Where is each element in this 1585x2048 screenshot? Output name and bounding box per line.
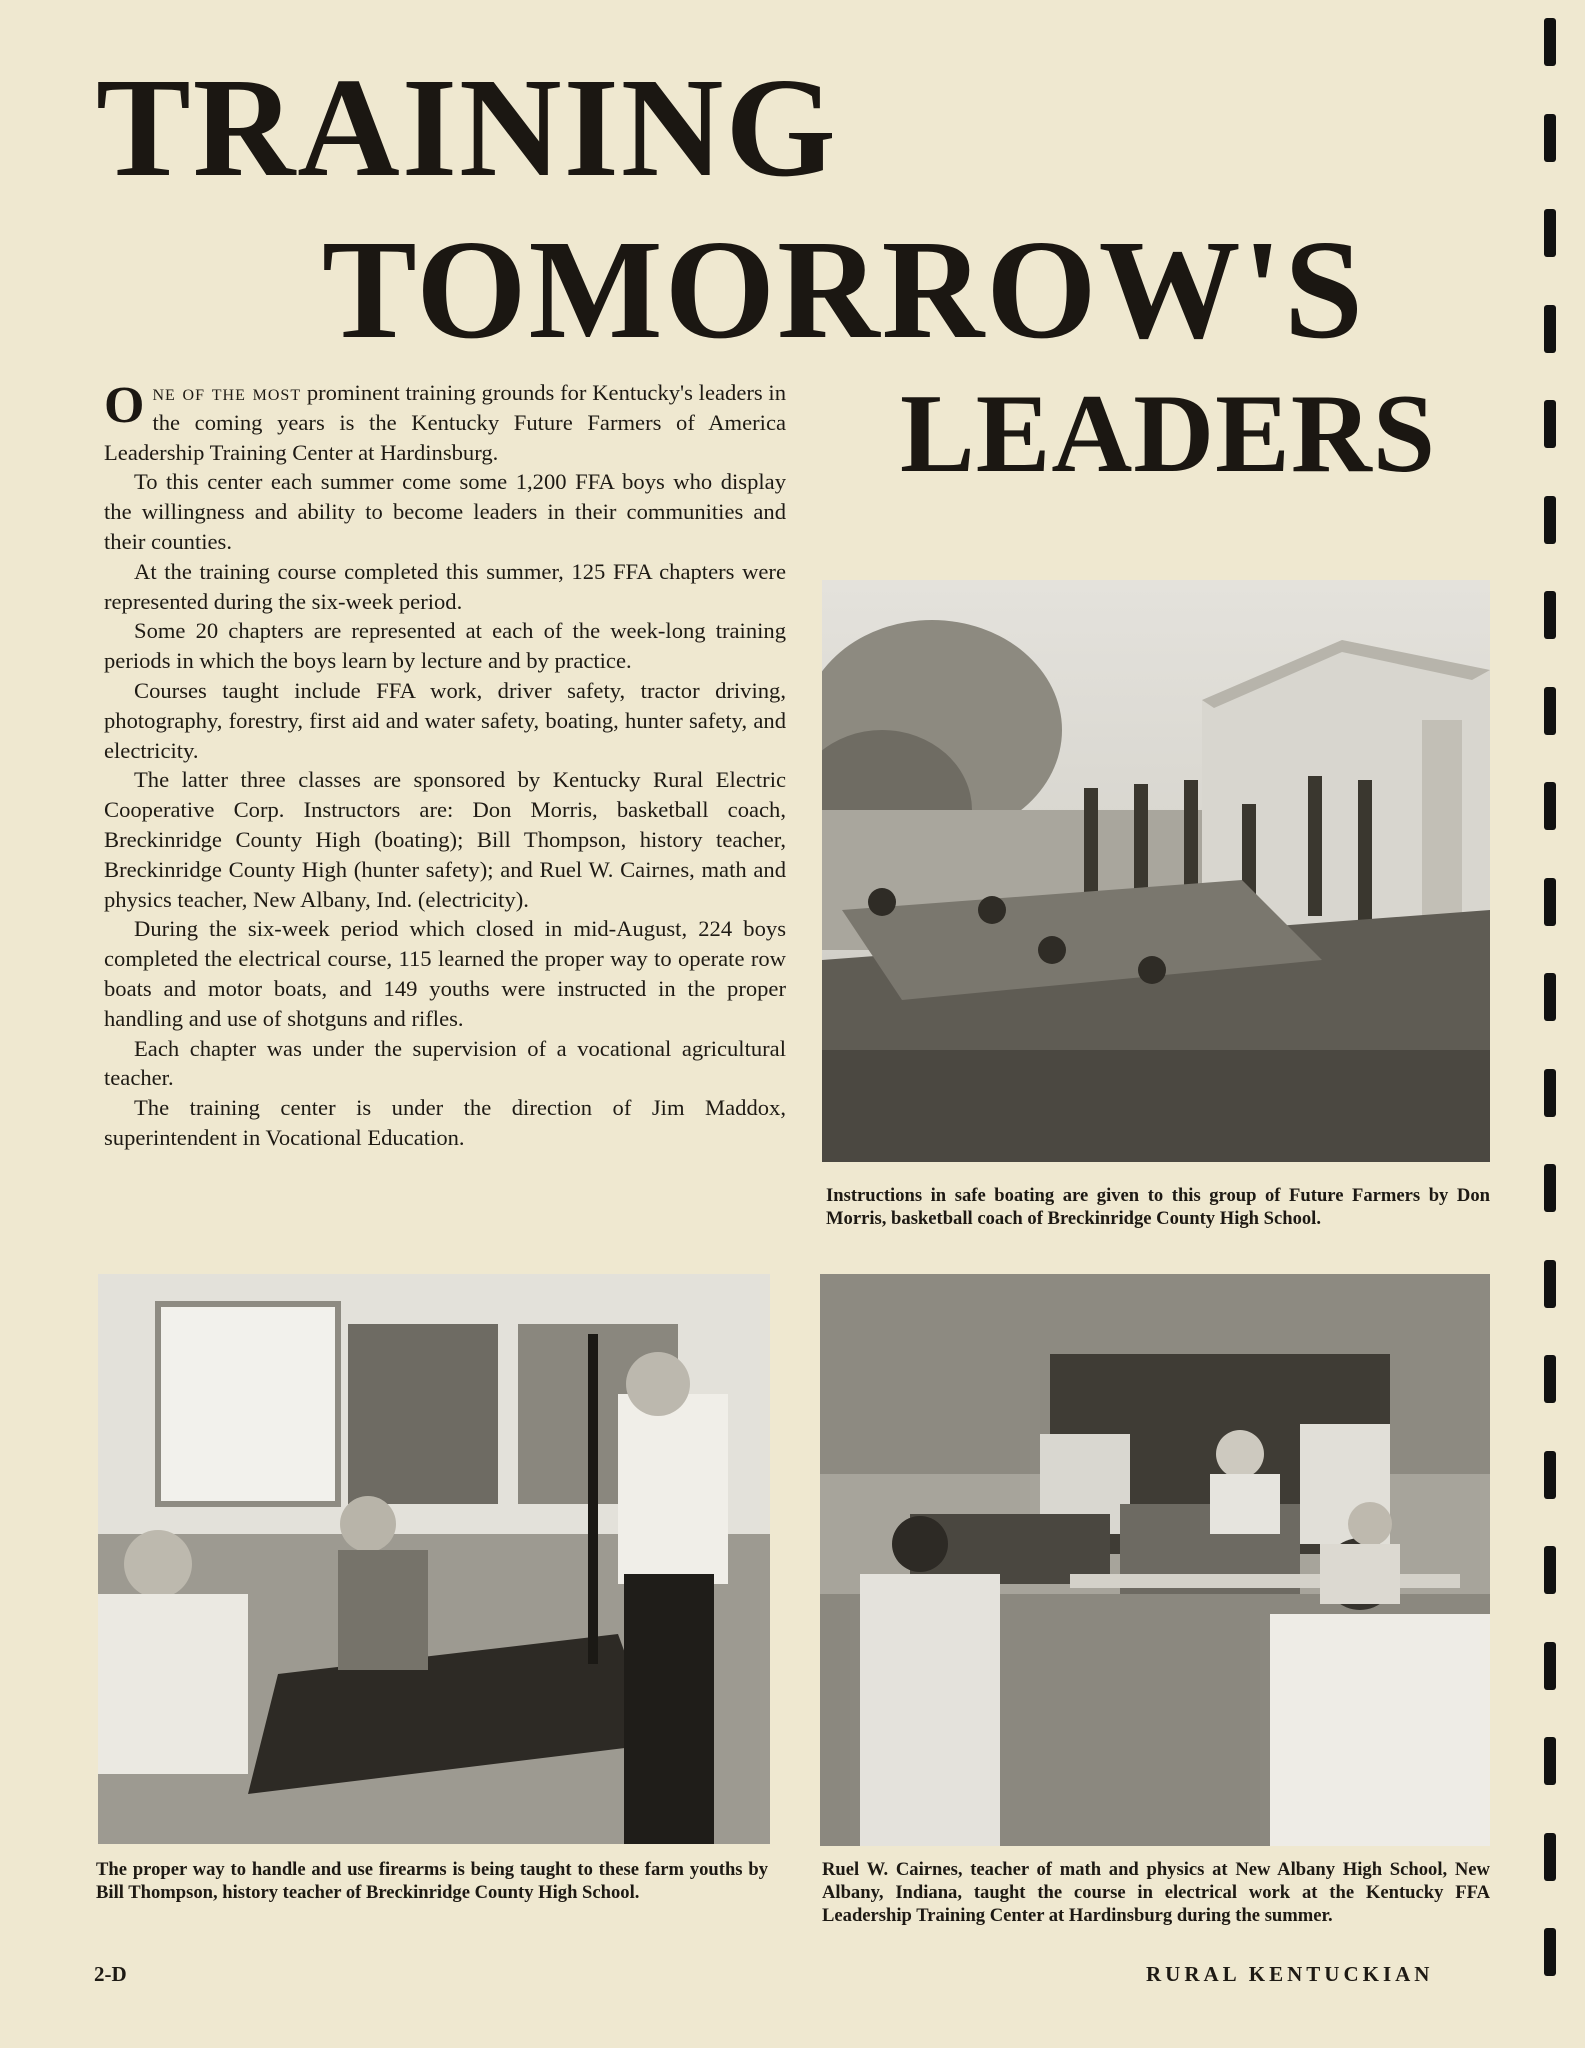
article-paragraph: Courses taught include FFA work, driver safety, tractor driving, photography, forestry, first aid and water safety, boating, hunter safety, and electricity. bbox=[104, 677, 786, 763]
binder-hole bbox=[1544, 114, 1556, 162]
binder-hole bbox=[1544, 496, 1556, 544]
publication-name: RURAL KENTUCKIAN bbox=[1146, 1962, 1434, 1986]
binder-hole bbox=[1544, 1928, 1556, 1976]
binder-hole bbox=[1544, 1451, 1556, 1499]
article-paragraph: Some 20 chapters are represented at each of the week-long training periods in which the boys learn by lecture and by practice. bbox=[104, 618, 786, 674]
lead-smallcaps: ne of the most bbox=[152, 380, 302, 405]
binder-hole bbox=[1544, 1069, 1556, 1117]
binder-hole bbox=[1544, 1260, 1556, 1308]
binder-hole bbox=[1544, 400, 1556, 448]
binder-hole bbox=[1544, 1833, 1556, 1881]
binder-hole bbox=[1544, 1355, 1556, 1403]
binder-hole bbox=[1544, 1642, 1556, 1690]
article-paragraph: Each chapter was under the supervision of a vocational agricultural teacher. bbox=[104, 1035, 786, 1091]
binder-hole bbox=[1544, 973, 1556, 1021]
article-paragraph: The training center is under the direction of Jim Maddox, superintendent in Vocational Education. bbox=[104, 1095, 786, 1150]
article-paragraph: The latter three classes are sponsored by Kentucky Rural Electric Cooperative Corp. Instructors are: Don Morris, basketball coach, Breckinridge County High (boating); Bill Thompson, history teacher, Breckinridge County High (hunter safety); and Ruel W. Cairnes, math and physics teacher, New Albany, Ind. (electricity). bbox=[104, 767, 786, 912]
firearms-photo bbox=[98, 1274, 770, 1844]
headline-line-1: TRAINING bbox=[96, 48, 838, 206]
article-body bbox=[104, 378, 786, 1153]
binder-strip bbox=[1544, 18, 1558, 2038]
electrical-caption: Ruel W. Cairnes, teacher of math and physics at New Albany High School, New Albany, Indiana, taught the course in electrical work at the Kentucky FFA Leadership Training Center at Hardinsburg during the summer. bbox=[822, 1859, 1490, 1926]
article-lead-paragraph bbox=[104, 378, 786, 467]
binder-hole bbox=[1544, 1546, 1556, 1594]
binder-hole bbox=[1544, 687, 1556, 735]
binder-hole bbox=[1544, 1164, 1556, 1212]
headline-line-2: TOMORROW'S bbox=[322, 210, 1366, 368]
lead-text: prominent training grounds for Kentucky's leaders in the coming years is the Kentucky Future Farmers of America Leadership Training Center at Hardinsburg. bbox=[104, 380, 787, 465]
firearms-caption: The proper way to handle and use firearms is being taught to these farm youths by Bill Thompson, history teacher of Breckinridge County High School. bbox=[96, 1859, 768, 1903]
page-number: 2-D bbox=[94, 1962, 127, 1986]
binder-hole bbox=[1544, 209, 1556, 257]
binder-hole bbox=[1544, 1737, 1556, 1785]
article-paragraph: During the six-week period which closed in mid-August, 224 boys completed the electrical course, 115 learned the proper way to operate row boats and motor boats, and 149 youths were instructed in the proper handling and use of shotguns and rifles. bbox=[104, 916, 786, 1031]
binder-hole bbox=[1544, 305, 1556, 353]
binder-hole bbox=[1544, 18, 1556, 66]
binder-hole bbox=[1544, 782, 1556, 830]
drop-cap: O bbox=[104, 377, 145, 434]
electrical-photo bbox=[820, 1274, 1490, 1846]
boating-caption: Instructions in safe boating are given to this group of Future Farmers by Don Morris, basketball coach of Breckinridge County High School. bbox=[826, 1185, 1490, 1229]
headline-line-3: LEADERS bbox=[900, 372, 1437, 496]
boating-photo bbox=[822, 580, 1490, 1162]
binder-hole bbox=[1544, 591, 1556, 639]
article-paragraph: To this center each summer come some 1,200 FFA boys who display the willingness and ability to become leaders in their communities and their counties. bbox=[104, 469, 786, 554]
article-paragraph: At the training course completed this summer, 125 FFA chapters were represented during the six-week period. bbox=[104, 558, 786, 614]
binder-hole bbox=[1544, 878, 1556, 926]
